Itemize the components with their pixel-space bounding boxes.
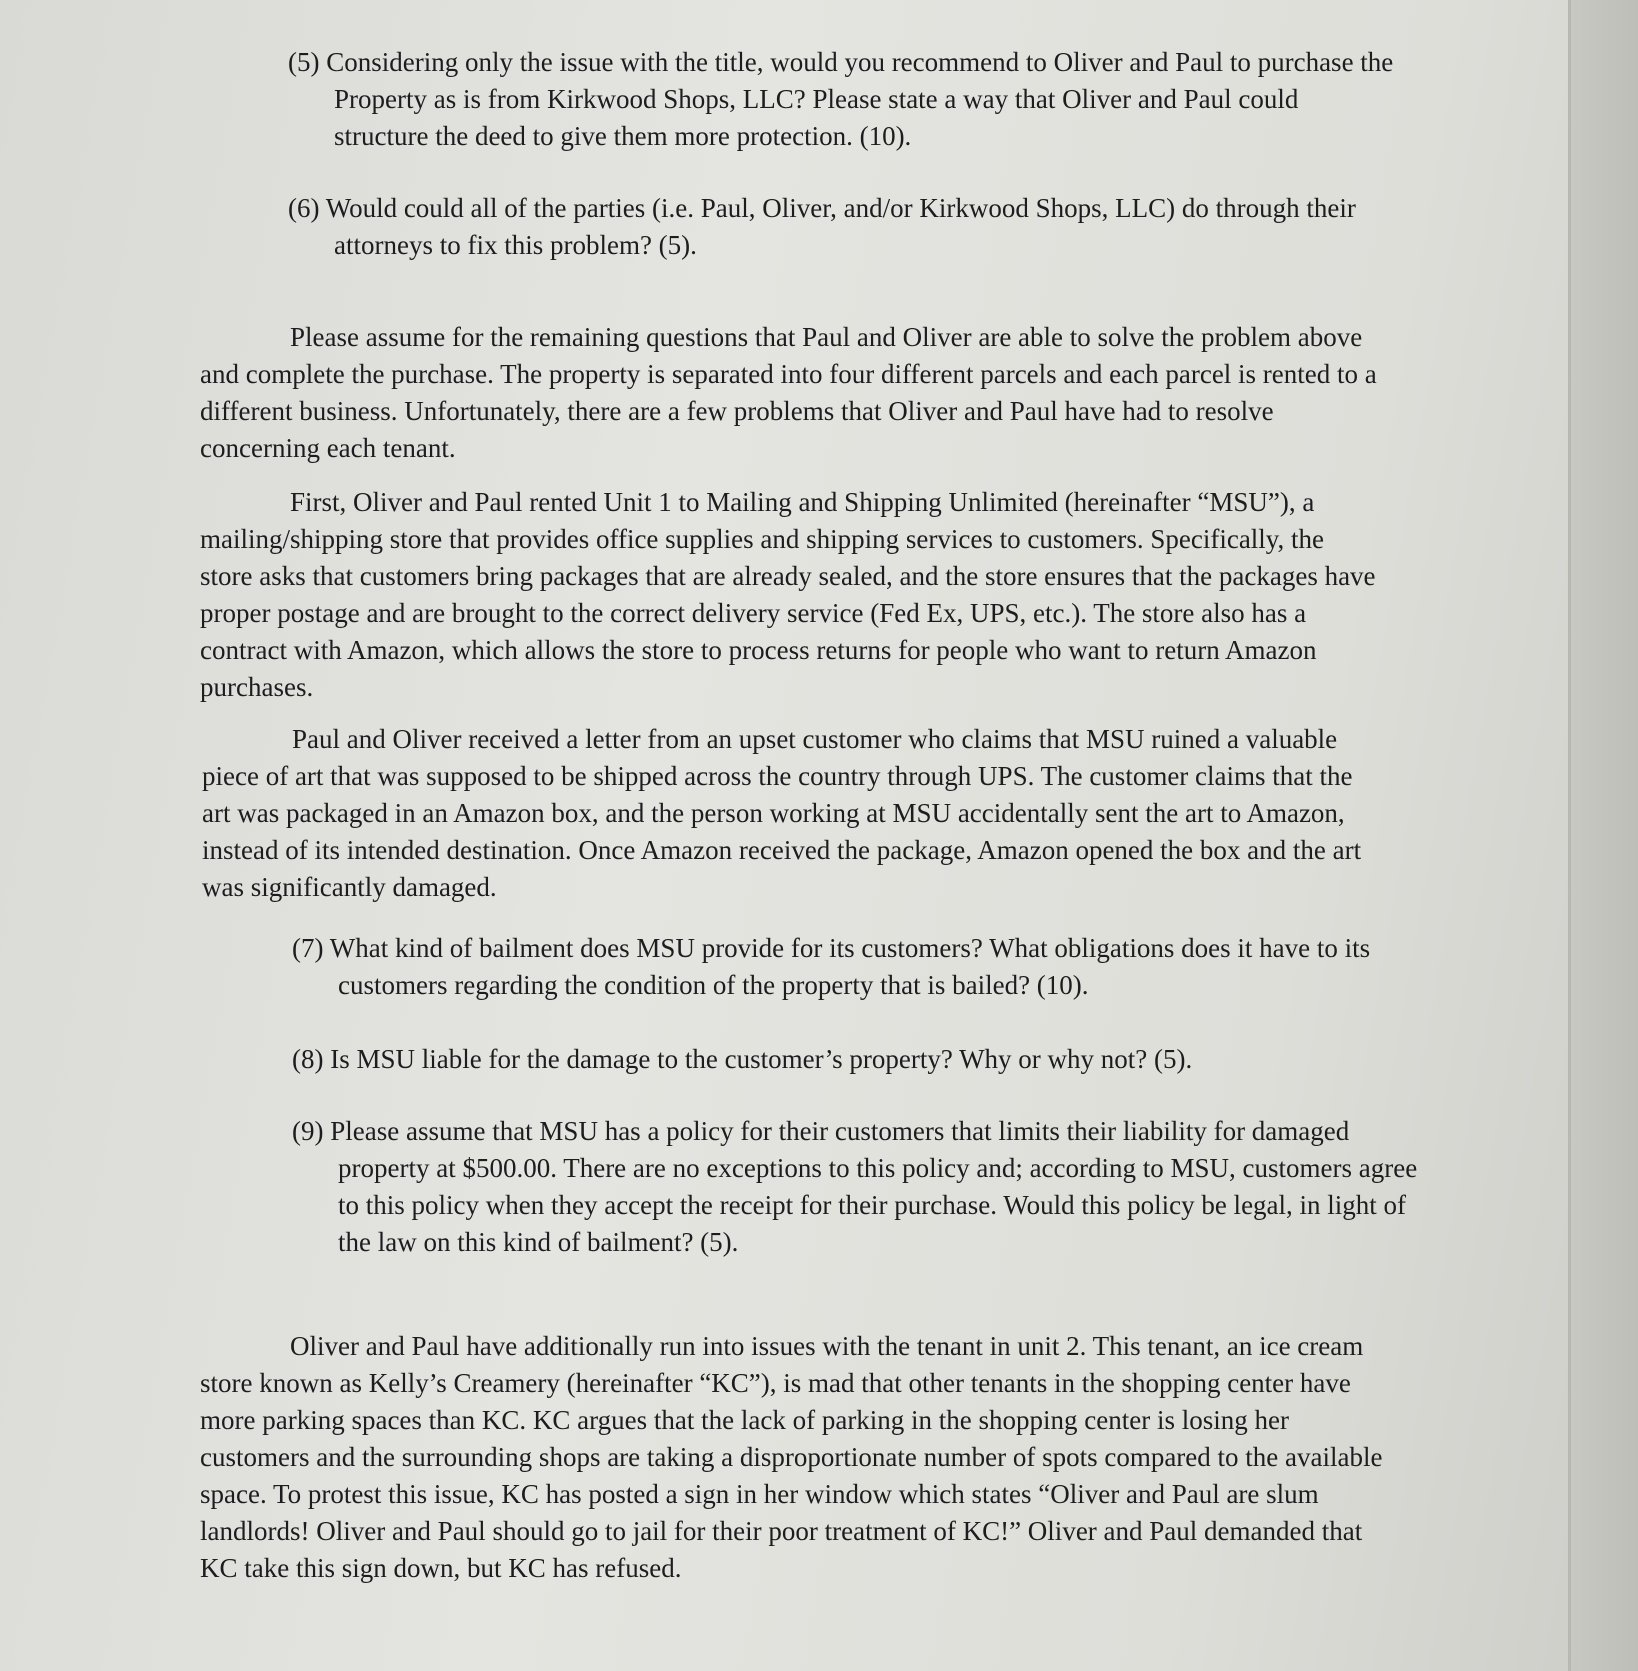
question-9: (9) Please assume that MSU has a policy for their customers that limits their liability for damaged property at $500.00. There are no exceptions to this policy and; according to MSU, customers agree to this policy when they accept the receipt for their purchase. Would this policy be legal, in light of the law on this kind of bailment? (5). <box>292 1116 1418 1257</box>
question-5: (5) Considering only the issue with the title, would you recommend to Oliver and Paul to purchase the Property as is from Kirkwood Shops, LLC? Please state a way that Oliver and Paul could structure the deed to give them more protection. (10). <box>288 47 1394 151</box>
question-6: (6) Would could all of the parties (i.e. Paul, Oliver, and/or Kirkwood Shops, LLC) do through their attorneys to fix this problem? (5). <box>288 193 1356 260</box>
paper-edge <box>1568 0 1571 1671</box>
paragraph-assumption: Please assume for the remaining questions that Paul and Oliver are able to solve the problem above and complete the purchase. The property is separated into four different parcels and each parcel is rented to a different business. Unfortunately, there are a few problems that Oliver and Paul have had to resolve concerning each tenant. <box>200 322 1377 463</box>
paragraph-msu-tenant: First, Oliver and Paul rented Unit 1 to Mailing and Shipping Unlimited (hereinafter “MSU”), a mailing/shipping store that provides office supplies and shipping services to customers. Specifically, the store asks that customers bring packages that are already sealed, and the store ensures that the packages have proper postage and are brought to the correct delivery service (Fed Ex, UPS, etc.). The store also has a contract with Amazon, which allows the store to process returns for people who want to return Amazon purchases. <box>200 487 1376 702</box>
question-7: (7) What kind of bailment does MSU provide for its customers? What obligations does it have to its customers regarding the condition of the property that is bailed? (10). <box>292 933 1371 1000</box>
desk-strip <box>1571 0 1638 1671</box>
paragraph-customer-letter: Paul and Oliver received a letter from an upset customer who claims that MSU ruined a valuable piece of art that was supposed to be shipped across the country through UPS. The customer claims that the art was packaged in an Amazon box, and the person working at MSU accidentally sent the art to Amazon, instead of its intended destination. Once Amazon received the package, Amazon opened the box and the art was significantly damaged. <box>202 724 1362 902</box>
question-8: (8) Is MSU liable for the damage to the customer’s property? Why or why not? (5). <box>292 1044 1193 1074</box>
paragraph-kc-tenant: Oliver and Paul have additionally run into issues with the tenant in unit 2. This tenant, an ice cream store known as Kelly’s Creamery (hereinafter “KC”), is mad that other tenants in the shopping center have more parking spaces than KC. KC argues that the lack of parking in the shopping center is losing her customers and the surrounding shops are taking a disproportionate number of spots compared to the available space. To protest this issue, KC has posted a sign in her window which states “Oliver and Paul are slum landlords! Oliver and Paul should go to jail for their poor treatment of KC!” Oliver and Paul demanded that KC take this sign down, but KC has refused. <box>200 1331 1383 1583</box>
